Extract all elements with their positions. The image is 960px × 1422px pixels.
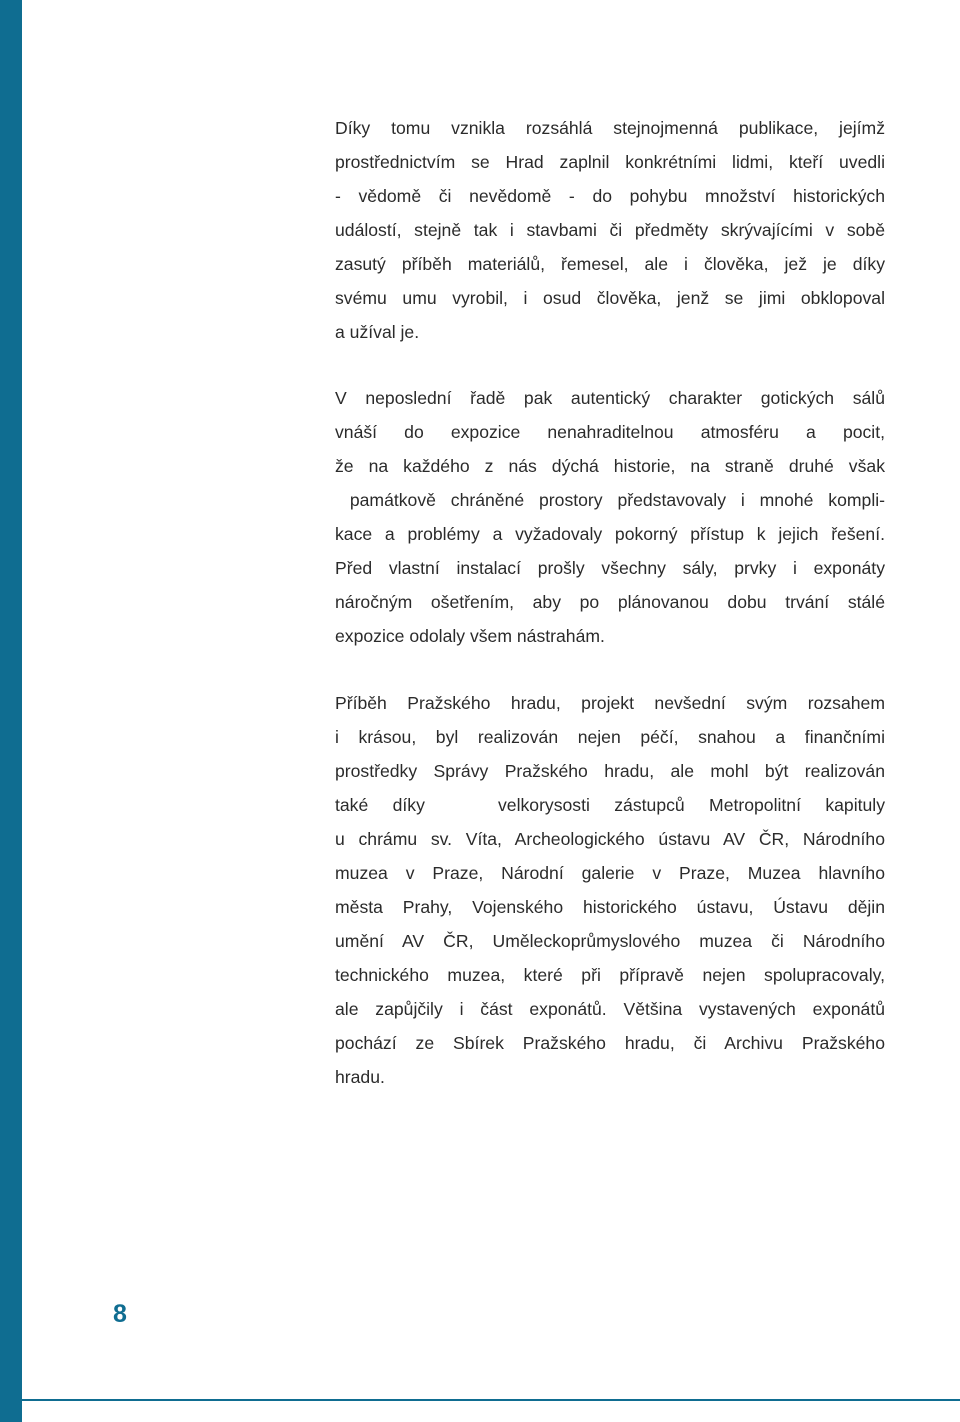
text-line: prostředky Správy Pražského hradu, ale mohl být realizován bbox=[335, 761, 885, 781]
text-line: hradu. bbox=[335, 1067, 385, 1087]
text-line: Příběh Pražského hradu, projekt nevšední svým rozsahem bbox=[335, 693, 885, 713]
paragraph-gothic-halls bbox=[335, 381, 885, 653]
text-line: pochází ze Sbírek Pražského hradu, či Archivu Pražského bbox=[335, 1033, 885, 1053]
text-line: zasutý příběh materiálů, řemesel, ale i člověka, jež je díky bbox=[335, 254, 885, 274]
text-line: V neposlední řadě pak autentický charakter gotických sálů bbox=[335, 388, 885, 408]
text-line: že na každého z nás dýchá historie, na straně druhé však bbox=[335, 456, 885, 476]
text-line: Před vlastní instalací prošly všechny sály, prvky i exponáty bbox=[335, 558, 885, 578]
text-line: svému umu vyrobil, i osud člověka, jenž se jimi obklopoval bbox=[335, 288, 885, 308]
text-line: památkově chráněné prostory představovaly i mnohé kompli- bbox=[335, 490, 885, 510]
text-line: událostí, stejně tak i stavbami či předměty skrývajícími v sobě bbox=[335, 220, 885, 240]
text-line: a užíval je. bbox=[335, 322, 420, 342]
text-line: muzea v Praze, Národní galerie v Praze, Muzea hlavního bbox=[335, 863, 885, 883]
text-line: technického muzea, které při přípravě nejen spolupracovaly, bbox=[335, 965, 885, 985]
text-line: u chrámu sv. Víta, Archeologického ústavu AV ČR, Národního bbox=[335, 829, 885, 849]
text-line: náročným ošetřením, aby po plánovanou dobu trvání stálé bbox=[335, 592, 885, 612]
text-line: města Prahy, Vojenského historického ústavu, Ústavu dějin bbox=[335, 897, 885, 917]
text-line: Díky tomu vznikla rozsáhlá stejnojmenná publikace, jejímž bbox=[335, 118, 885, 138]
text-line: také díky velkorysosti zástupců Metropolitní kapituly bbox=[335, 795, 885, 815]
text-line: prostřednictvím se Hrad zaplnil konkrétními lidmi, kteří uvedli bbox=[335, 152, 885, 172]
side-accent-bar bbox=[0, 0, 22, 1422]
bottom-divider bbox=[22, 1399, 960, 1401]
text-line: kace a problémy a vyžadovaly pokorný přístup k jejich řešení. bbox=[335, 524, 885, 544]
paragraph-acknowledgements bbox=[335, 686, 885, 1094]
text-line: vnáší do expozice nenahraditelnou atmosféru a pocit, bbox=[335, 422, 885, 442]
text-line: i krásou, byl realizován nejen péčí, snahou a finančními bbox=[335, 727, 885, 747]
paragraph-publication bbox=[335, 111, 885, 349]
text-line: expozice odolaly všem nástrahám. bbox=[335, 626, 605, 646]
text-line: - vědomě či nevědomě - do pohybu množství historických bbox=[335, 186, 885, 206]
page-number: 8 bbox=[113, 1300, 127, 1328]
text-line: ale zapůjčily i část exponátů. Většina vystavených exponátů bbox=[335, 999, 885, 1019]
text-line: umění AV ČR, Uměleckoprůmyslového muzea či Národního bbox=[335, 931, 885, 951]
